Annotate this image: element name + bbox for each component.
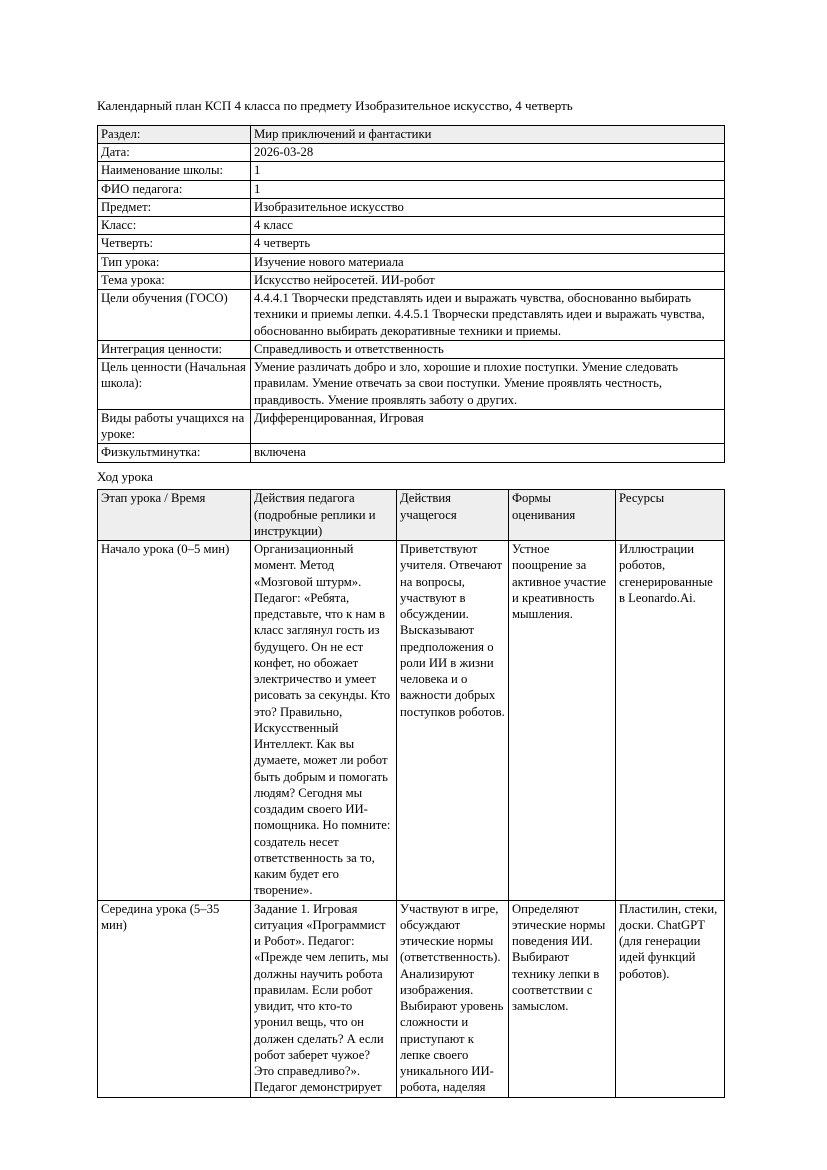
table-row [98,235,725,253]
table-row [98,541,725,901]
student-actions-cell: Участвуют в игре, обсуждают этические нормы (ответственность). Анализируют изображения. Выбирают уровень сложности и приступают к лепке своего уникального ИИ-робота, наделяя [397,900,509,1097]
info-label: Виды работы учащихся на уроке: [98,409,251,444]
assessment-cell: Определяют этические нормы поведения ИИ. Выбирают технику лепки в соответствии с замыслом. [509,900,616,1097]
info-label: Цель ценности (Начальная школа): [98,359,251,410]
info-label: Дата: [98,144,251,162]
info-label: Тема урока: [98,271,251,289]
info-label: Цели обучения (ГОСО) [98,290,251,341]
stage-cell: Начало урока (0–5 мин) [98,541,251,901]
table-row [98,144,725,162]
info-value: Умение различать добро и зло, хорошие и плохие поступки. Умение следовать правилам. Умение отвечать за свои поступки. Умение проявлять честность, правдивость. Умение проявлять заботу о других. [251,359,725,410]
info-label: Наименование школы: [98,162,251,180]
table-row [98,217,725,235]
table-row [98,180,725,198]
table-row [98,271,725,289]
table-row [98,409,725,444]
col-header-resources: Ресурсы [616,490,725,541]
section-heading: Ход урока [97,468,153,484]
info-value: Изобразительное искусство [251,198,725,216]
table-row [98,900,725,1097]
info-label: Класс: [98,217,251,235]
document-title: Календарный план КСП 4 класса по предмету Изобразительное искусство, 4 четверть [97,98,573,113]
assessment-cell: Устное поощрение за активное участие и креативность мышления. [509,541,616,901]
info-value: Справедливость и ответственность [251,340,725,358]
resources-cell: Иллюстрации роботов, сгенерированные в Leonardo.Ai. [616,541,725,901]
resources-cell: Пластилин, стеки, доски. ChatGPT (для генерации идей функций роботов). [616,900,725,1097]
info-label: Четверть: [98,235,251,253]
info-value: 4.4.4.1 Творчески представлять идеи и выражать чувства, обоснованно выбирать техники и приемы лепки. 4.4.5.1 Творчески представлять идеи и выражать чувства, обоснованно выбирать декоративные техники и приемы. [251,290,725,341]
table-row [98,444,725,462]
table-header-row [98,490,725,541]
col-header-student-actions: Действия учащегося [397,490,509,541]
info-label: Предмет: [98,198,251,216]
lesson-info-table [97,125,725,463]
info-value: Искусство нейросетей. ИИ-робот [251,271,725,289]
lesson-flow-table [97,489,725,1097]
info-value: Изучение нового материала [251,253,725,271]
stage-cell: Середина урока (5–35 мин) [98,900,251,1097]
info-label: ФИО педагога: [98,180,251,198]
student-actions-cell: Приветствуют учителя. Отвечают на вопросы, участвуют в обсуждении. Высказывают предположения о роли ИИ в жизни человека и о важности добрых поступков роботов. [397,541,509,901]
table-row [98,253,725,271]
info-value: 4 четверть [251,235,725,253]
table-row [98,340,725,358]
info-label: Раздел: [98,125,251,143]
document-page [97,99,724,1098]
info-value: 2026-03-28 [251,144,725,162]
col-header-stage: Этап урока / Время [98,490,251,541]
teacher-actions-cell: Задание 1. Игровая ситуация «Программист и Робот». Педагог: «Прежде чем лепить, мы должны научить робота правилам. Если робот увидит, что кто-то уронил вещь, что он должен сделать? А если робот заберет чужое? Это справедливо?». Педагог демонстрирует [251,900,397,1097]
info-value: Дифференцированная, Игровая [251,409,725,444]
table-row [98,162,725,180]
table-row [98,359,725,410]
info-value: 1 [251,180,725,198]
info-value: 4 класс [251,217,725,235]
table-row [98,125,725,143]
info-value: Мир приключений и фантастики [251,125,725,143]
info-value: 1 [251,162,725,180]
info-label: Интеграция ценности: [98,340,251,358]
col-header-assessment: Формы оценивания [509,490,616,541]
teacher-actions-cell: Организационный момент. Метод «Мозговой штурм». Педагог: «Ребята, представьте, что к нам в класс заглянул гость из будущего. Он не ест конфет, но обожает электричество и умеет рисовать за секунды. Кто это? Правильно, Искусственный Интеллект. Как вы думаете, может ли робот быть добрым и помогать людям? Сегодня мы создадим своего ИИ-помощника. Но помните: создатель несет ответственность за то, каким будет его творение». [251,541,397,901]
info-label: Физкультминутка: [98,444,251,462]
info-label: Тип урока: [98,253,251,271]
table-row [98,198,725,216]
col-header-teacher-actions: Действия педагога (подробные реплики и инструкции) [251,490,397,541]
info-value: включена [251,444,725,462]
table-row [98,290,725,341]
